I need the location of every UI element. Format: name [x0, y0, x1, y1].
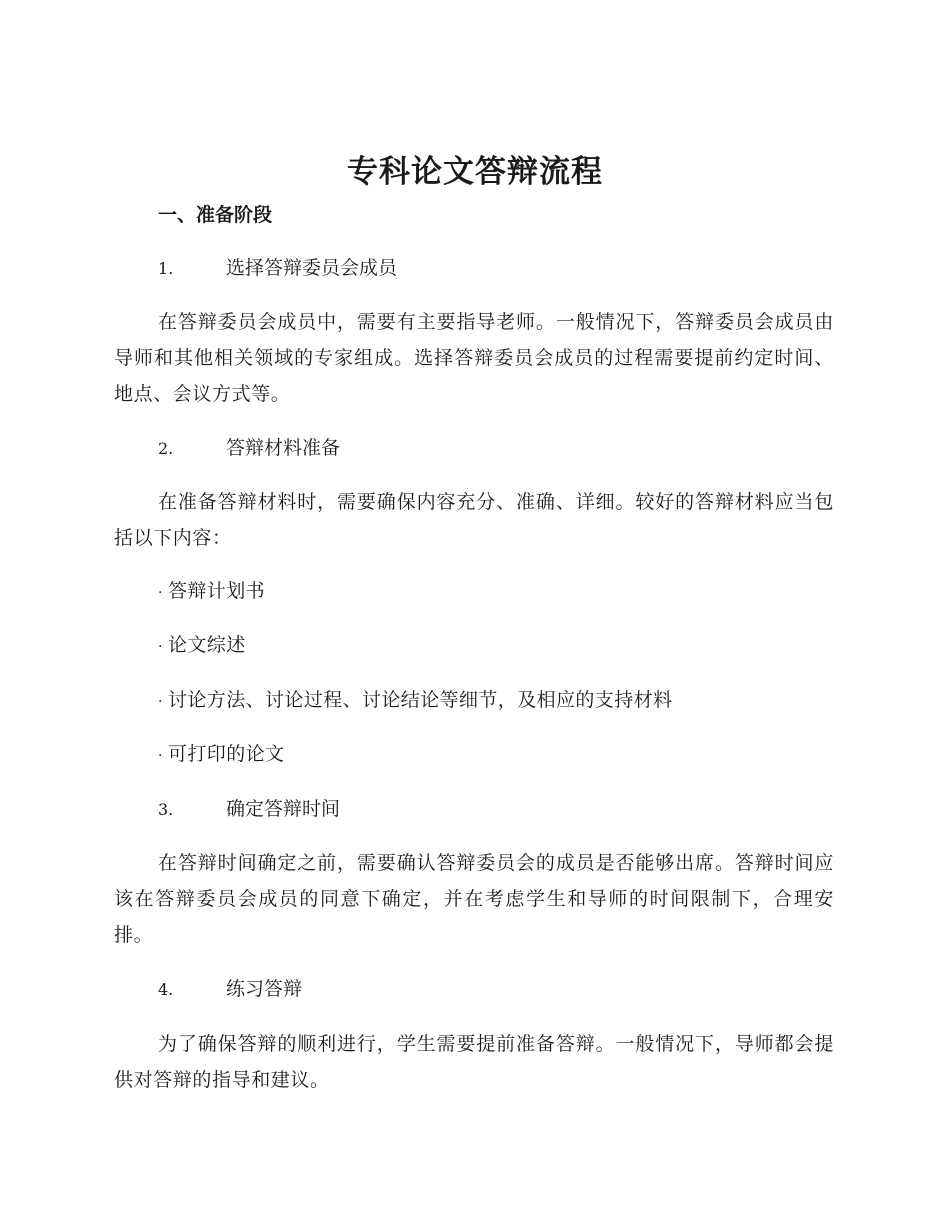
item-label: 答辩材料准备 [226, 437, 341, 459]
bullet-dot: · [158, 748, 163, 764]
numbered-item [158, 252, 397, 285]
paragraph: 在准备答辩材料时，需要确保内容充分、准确、详细。较好的答辩材料应当包括以下内容： [114, 491, 834, 549]
bullet-text: 可打印的论文 [168, 743, 285, 765]
item-number: 4. [158, 980, 174, 999]
bullet-item [158, 575, 265, 609]
bullet-item [158, 684, 672, 718]
bullet-text: 讨论方法、讨论过程、讨论结论等细节，及相应的支持材料 [168, 689, 673, 711]
item-label: 选择答辩委员会成员 [226, 257, 398, 279]
item-label: 练习答辩 [226, 978, 303, 1000]
bullet-text: 答辩计划书 [168, 580, 266, 602]
bullet-dot: · [158, 694, 163, 710]
paragraph: 为了确保答辩的顺利进行，学生需要提前准备答辩。一般情况下，导师都会提供对答辩的指导和建议。 [114, 1033, 834, 1091]
numbered-item [158, 793, 340, 826]
item-label: 确定答辩时间 [226, 798, 341, 820]
bullet-item [158, 738, 284, 772]
document-title: 专科论文答辩流程 [347, 154, 603, 190]
bullet-text: 论文综述 [168, 634, 246, 656]
bullet-item [158, 629, 246, 663]
paragraph: 在答辩时间确定之前，需要确认答辩委员会的成员是否能够出席。答辩时间应该在答辩委员会成员的同意下确定，并在考虑学生和导师的时间限制下，合理安排。 [114, 852, 834, 946]
numbered-item [158, 432, 340, 465]
item-number: 1. [158, 259, 174, 278]
numbered-item [158, 973, 302, 1006]
section-heading: 一、准备阶段 [158, 204, 273, 226]
item-number: 2. [158, 439, 174, 458]
item-number: 3. [158, 800, 174, 819]
bullet-dot: · [158, 639, 163, 655]
bullet-dot: · [158, 585, 163, 601]
paragraph: 在答辩委员会成员中，需要有主要指导老师。一般情况下，答辩委员会成员由导师和其他相关领域的专家组成。选择答辩委员会成员的过程需要提前约定时间、地点、会议方式等。 [114, 311, 834, 405]
